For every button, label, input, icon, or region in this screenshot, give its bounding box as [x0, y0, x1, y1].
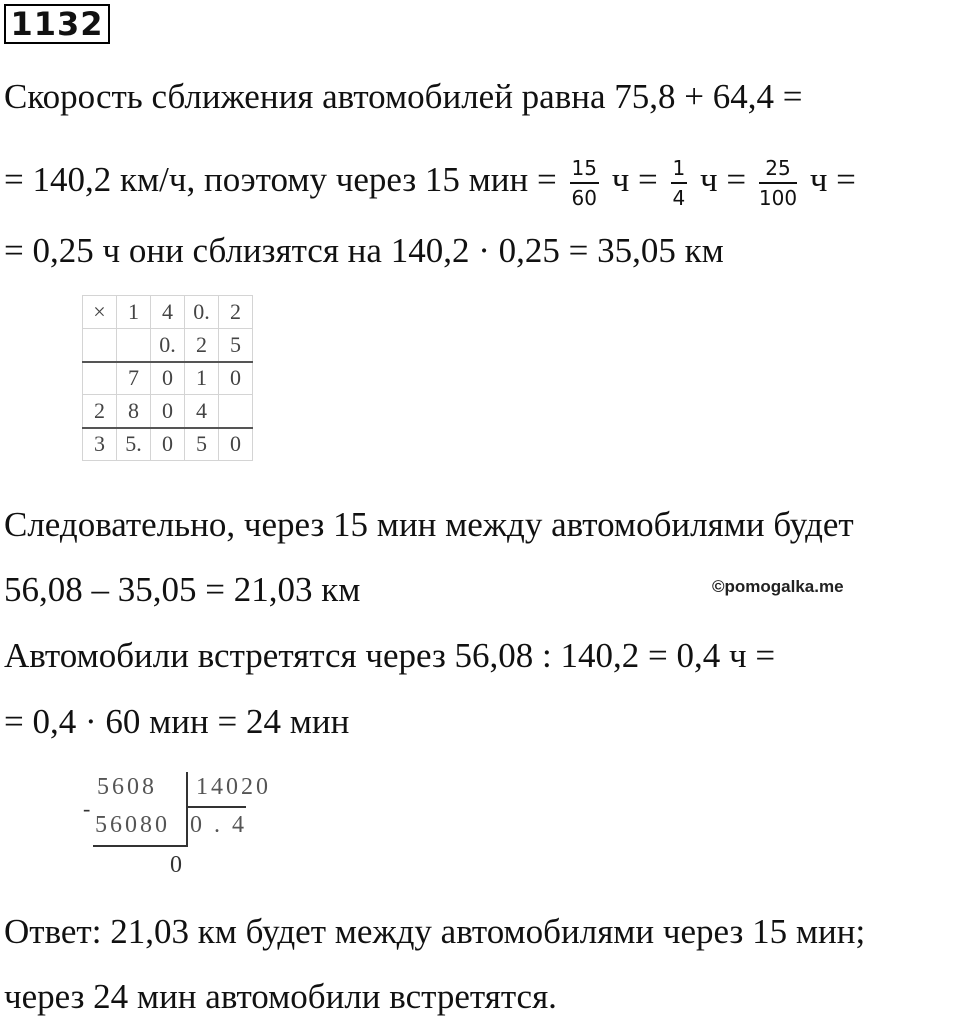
division-subtrahend: 56080 [95, 812, 170, 838]
mult-table-cell: 0 [219, 428, 253, 461]
fraction-denominator: 100 [758, 185, 798, 210]
mult-table-cell [83, 329, 117, 362]
text-line-closing-speed: Скорость сближения автомобилей равна 75,8 + 64,4 = [4, 77, 803, 116]
mult-table-cell: 0. [151, 329, 185, 362]
fraction-1-4 [671, 156, 688, 210]
mult-table-cell: 0 [151, 362, 185, 395]
fraction-numerator: 1 [671, 156, 688, 184]
text-line-meeting-time: Автомобили встретятся через 56,08 : 140,2 = 0,4 ч = [4, 636, 776, 675]
mult-table-cell: 8 [117, 395, 151, 428]
division-quotient-bar [188, 806, 246, 808]
mult-table-cell: × [83, 296, 117, 329]
text-line-minutes: = 0,4 · 60 мин = 24 мин [4, 702, 350, 741]
mult-table-row [83, 296, 253, 329]
mult-table-cell: 0. [185, 296, 219, 329]
mult-table-cell: 4 [151, 296, 185, 329]
mult-table-cell: 0 [219, 362, 253, 395]
mult-table-cell [117, 329, 151, 362]
text-line-approach-distance: = 0,25 ч они сблизятся на 140,2 · 0,25 = 35,05 км [4, 231, 724, 270]
mult-table-row [83, 395, 253, 428]
mult-table-row [83, 362, 253, 395]
mult-table-cell: 5. [117, 428, 151, 461]
division-result-line [93, 845, 188, 847]
division-quotient: 0 . 4 [190, 812, 247, 838]
mult-table-cell [83, 362, 117, 395]
mult-table-row [83, 329, 253, 362]
division-minus-sign: - [83, 796, 91, 821]
line2-sep1: ч = [611, 160, 658, 199]
fraction-25-100 [759, 156, 797, 210]
mult-table-cell: 4 [185, 395, 219, 428]
multiplication-table [82, 295, 253, 461]
division-remainder: 0 [170, 852, 182, 878]
line2-sep2: ч = [700, 160, 747, 199]
mult-table-cell: 0 [151, 395, 185, 428]
fraction-numerator: 25 [759, 156, 797, 184]
fraction-denominator: 4 [672, 185, 686, 210]
answer-line-2: через 24 мин автомобили встретятся. [4, 977, 557, 1016]
line2-suffix: ч = [809, 160, 856, 199]
fraction-15-60 [570, 156, 599, 210]
answer-line-1: Ответ: 21,03 км будет между автомобилями через 15 мин; [4, 912, 866, 951]
watermark: ©pomogalka.me [712, 577, 844, 596]
line2-prefix: = 140,2 км/ч, поэтому через 15 мин = [4, 160, 557, 199]
mult-table-cell: 1 [117, 296, 151, 329]
mult-table-cell: 5 [185, 428, 219, 461]
mult-table-cell: 2 [83, 395, 117, 428]
mult-table-row [83, 428, 253, 461]
fraction-denominator: 60 [571, 185, 597, 210]
mult-table-cell: 0 [151, 428, 185, 461]
division-dividend: 5608 [97, 774, 157, 800]
text-line-remaining-distance: 56,08 – 35,05 = 21,03 км [4, 570, 361, 609]
fraction-numerator: 15 [570, 156, 599, 184]
mult-table-cell: 2 [219, 296, 253, 329]
mult-table-cell: 2 [185, 329, 219, 362]
text-line-time-conversion [4, 150, 856, 210]
division-vertical-bar [186, 772, 188, 846]
mult-table-cell: 3 [83, 428, 117, 461]
problem-number: 1132 [4, 4, 110, 44]
mult-table-cell: 5 [219, 329, 253, 362]
mult-table-cell: 1 [185, 362, 219, 395]
division-divisor: 14020 [196, 774, 271, 800]
text-line-therefore: Следовательно, через 15 мин между автомобилями будет [4, 505, 854, 544]
mult-table-cell [219, 395, 253, 428]
mult-table-cell: 7 [117, 362, 151, 395]
